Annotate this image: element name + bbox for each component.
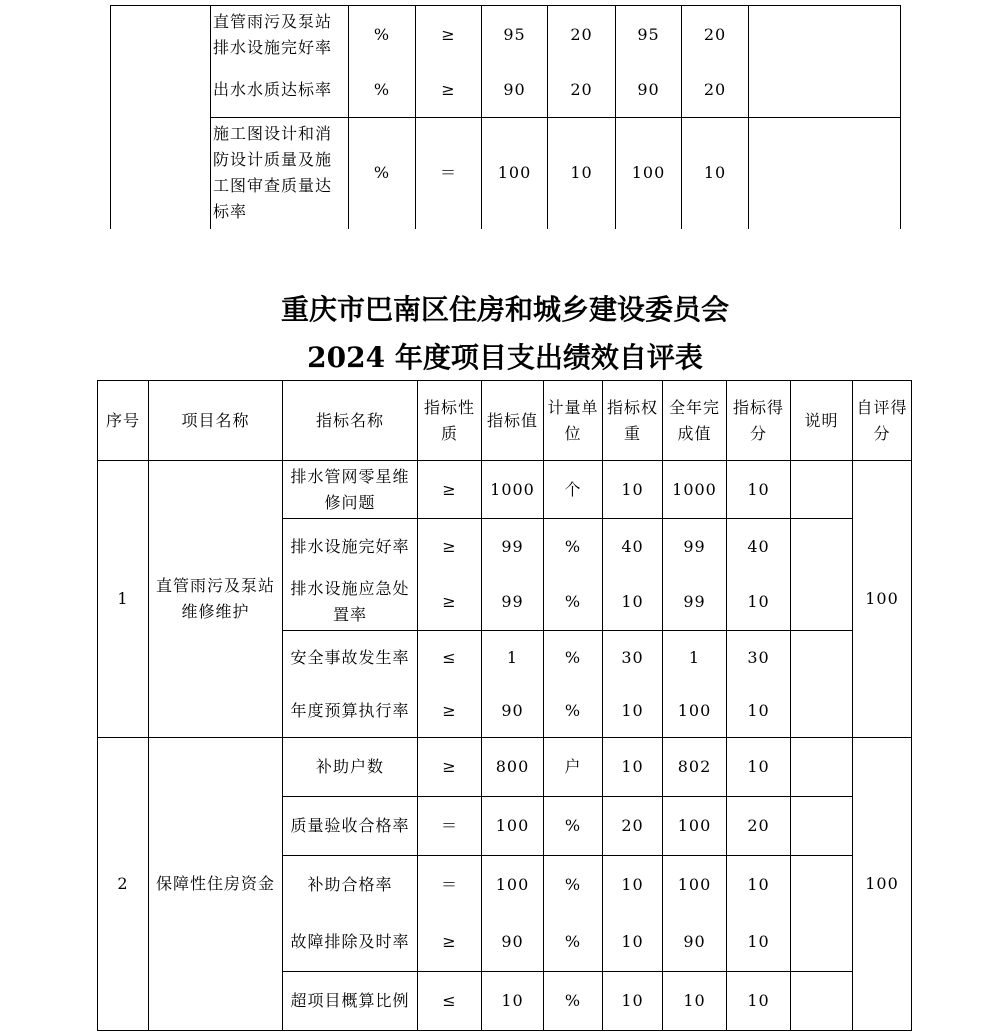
actual-cell: 99 — [663, 575, 727, 631]
column-header: 计量单位 — [544, 381, 603, 461]
unit-cell: % — [544, 575, 603, 631]
previous-page-table-continuation — [110, 5, 901, 229]
indicator-name-cell: 出水水质达标率 — [211, 64, 349, 118]
indicator-cell: 安全事故发生率 — [283, 631, 418, 685]
indicator-cell: 故障排除及时率 — [283, 914, 418, 972]
actual-cell: 802 — [663, 738, 727, 797]
weight-cell: 20 — [548, 6, 616, 64]
table-row — [111, 6, 901, 64]
score-cell: 10 — [682, 118, 749, 229]
unit-cell: % — [544, 914, 603, 972]
project-number-cell: 2 — [98, 738, 149, 1031]
nature-cell: ≥ — [418, 519, 482, 575]
note-cell — [791, 738, 853, 797]
nature-cell: ≥ — [418, 685, 482, 738]
indicator-cell: 补助合格率 — [283, 856, 418, 914]
page-title-line1: 重庆市巴南区住房和城乡建设委员会 — [280, 293, 729, 326]
target-cell: 1 — [482, 631, 544, 685]
actual-cell: 100 — [663, 856, 727, 914]
unit-cell: % — [544, 856, 603, 914]
indicator-cell: 年度预算执行率 — [283, 685, 418, 738]
unit-cell: % — [544, 631, 603, 685]
actual-cell: 1000 — [663, 461, 727, 519]
note-cell — [791, 856, 853, 914]
score-cell: 10 — [727, 856, 791, 914]
unit-cell: % — [544, 797, 603, 856]
weight-cell: 10 — [603, 972, 663, 1031]
weight-cell: 10 — [603, 914, 663, 972]
score-cell: 10 — [727, 461, 791, 519]
unit-cell: % — [349, 6, 416, 64]
unit-cell: % — [349, 64, 416, 118]
column-header: 指标名称 — [283, 381, 418, 461]
indicator-cell: 补助户数 — [283, 738, 418, 797]
note-cell — [791, 461, 853, 519]
indicator-cell: 排水设施应急处置率 — [283, 575, 418, 631]
actual-cell: 99 — [663, 519, 727, 575]
performance-evaluation-table — [97, 380, 912, 1031]
score-cell: 10 — [727, 738, 791, 797]
indicator-cell: 超项目概算比例 — [283, 972, 418, 1031]
note-cell — [791, 519, 853, 575]
nature-cell: ≥ — [418, 738, 482, 797]
weight-cell: 10 — [603, 738, 663, 797]
unit-cell: % — [544, 685, 603, 738]
nature-cell: ≥ — [416, 6, 482, 64]
empty-project-cell — [111, 6, 211, 229]
score-cell: 10 — [727, 685, 791, 738]
score-cell: 10 — [727, 575, 791, 631]
note-cell — [749, 118, 901, 229]
column-header: 指标值 — [482, 381, 544, 461]
weight-cell: 40 — [603, 519, 663, 575]
column-header: 指标得分 — [727, 381, 791, 461]
target-cell: 100 — [482, 797, 544, 856]
note-cell — [791, 575, 853, 631]
actual-cell: 100 — [663, 797, 727, 856]
header-row — [98, 381, 912, 461]
target-cell: 90 — [482, 685, 544, 738]
table-row — [111, 118, 901, 229]
column-header: 指标权重 — [603, 381, 663, 461]
table-row — [111, 64, 901, 118]
column-header: 序号 — [98, 381, 149, 461]
weight-cell: 10 — [603, 856, 663, 914]
nature-cell: ≤ — [418, 631, 482, 685]
score-cell: 40 — [727, 519, 791, 575]
column-header: 全年完成值 — [663, 381, 727, 461]
weight-cell: 10 — [603, 575, 663, 631]
column-header: 说明 — [791, 381, 853, 461]
score-cell: 10 — [727, 972, 791, 1031]
nature-cell: ≥ — [418, 575, 482, 631]
unit-cell: % — [349, 118, 416, 229]
target-cell: 99 — [482, 575, 544, 631]
weight-cell: 10 — [548, 118, 616, 229]
weight-cell: 20 — [603, 797, 663, 856]
nature-cell: ＝ — [418, 856, 482, 914]
target-cell: 90 — [482, 64, 548, 118]
target-cell: 1000 — [482, 461, 544, 519]
note-cell — [749, 6, 901, 64]
target-cell: 95 — [482, 6, 548, 64]
actual-cell: 10 — [663, 972, 727, 1031]
indicator-name-cell: 施工图设计和消防设计质量及施工图审查质量达标率 — [211, 118, 349, 229]
actual-cell: 90 — [616, 64, 682, 118]
column-header: 项目名称 — [149, 381, 283, 461]
note-cell — [791, 797, 853, 856]
self-score-cell: 100 — [853, 461, 912, 738]
actual-cell: 1 — [663, 631, 727, 685]
project-name-cell: 保障性住房资金 — [149, 738, 283, 1031]
actual-cell: 100 — [663, 685, 727, 738]
project-name-cell: 直管雨污及泵站维修维护 — [149, 461, 283, 738]
nature-cell: ≥ — [418, 461, 482, 519]
unit-cell: 户 — [544, 738, 603, 797]
nature-cell: ＝ — [418, 797, 482, 856]
score-cell: 10 — [727, 914, 791, 972]
weight-cell: 30 — [603, 631, 663, 685]
score-cell: 20 — [727, 797, 791, 856]
weight-cell: 10 — [603, 685, 663, 738]
nature-cell: ≥ — [418, 914, 482, 972]
note-cell — [791, 914, 853, 972]
indicator-cell: 排水设施完好率 — [283, 519, 418, 575]
target-cell: 90 — [482, 914, 544, 972]
unit-cell: 个 — [544, 461, 603, 519]
score-cell: 20 — [682, 6, 749, 64]
note-cell — [791, 972, 853, 1031]
target-cell: 100 — [482, 118, 548, 229]
weight-cell: 20 — [548, 64, 616, 118]
indicator-name-cell: 直管雨污及泵站排水设施完好率 — [211, 6, 349, 64]
note-cell — [791, 631, 853, 685]
target-cell: 800 — [482, 738, 544, 797]
indicator-cell: 质量验收合格率 — [283, 797, 418, 856]
page-title-line2: 2024 年度项目支出绩效自评表 — [307, 341, 703, 374]
nature-cell: ≤ — [418, 972, 482, 1031]
project-number-cell: 1 — [98, 461, 149, 738]
column-header: 自评得分 — [853, 381, 912, 461]
table-row — [98, 461, 912, 519]
note-cell — [749, 64, 901, 118]
target-cell: 100 — [482, 856, 544, 914]
target-cell: 10 — [482, 972, 544, 1031]
note-cell — [791, 685, 853, 738]
self-score-cell: 100 — [853, 738, 912, 1031]
score-cell: 30 — [727, 631, 791, 685]
nature-cell: ＝ — [416, 118, 482, 229]
actual-cell: 100 — [616, 118, 682, 229]
actual-cell: 90 — [663, 914, 727, 972]
nature-cell: ≥ — [416, 64, 482, 118]
actual-cell: 95 — [616, 6, 682, 64]
target-cell: 99 — [482, 519, 544, 575]
unit-cell: % — [544, 972, 603, 1031]
score-cell: 20 — [682, 64, 749, 118]
indicator-cell: 排水管网零星维修问题 — [283, 461, 418, 519]
weight-cell: 10 — [603, 461, 663, 519]
column-header: 指标性质 — [418, 381, 482, 461]
table-row — [98, 738, 912, 797]
unit-cell: % — [544, 519, 603, 575]
